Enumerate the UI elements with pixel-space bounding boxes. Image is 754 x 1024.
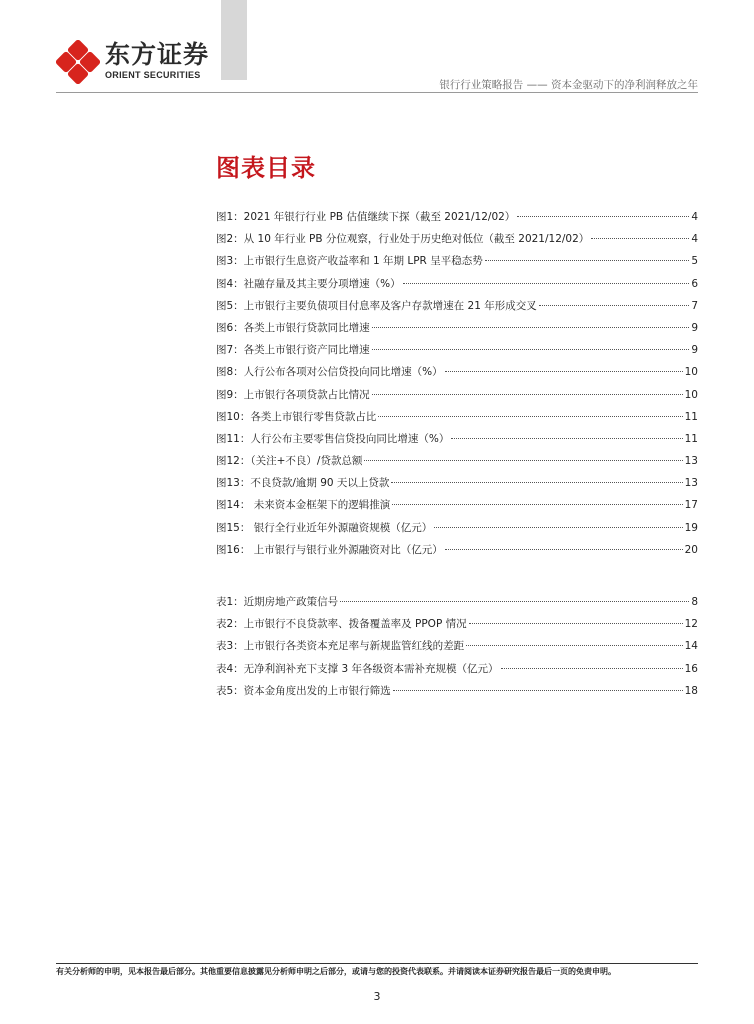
report-header-line: 银行行业策略报告 —— 资本金驱动下的净利润释放之年 (439, 79, 698, 91)
toc-table-entry-label: 表3：上市银行各类资本充足率与新规监管红线的差距 (216, 640, 465, 653)
dot-leader (393, 690, 683, 691)
figure-list (216, 209, 698, 564)
dot-leader (378, 416, 682, 417)
dot-leader (340, 601, 689, 602)
dot-leader (469, 623, 683, 624)
dot-leader (372, 394, 683, 395)
dot-leader (517, 216, 689, 217)
dot-leader (364, 460, 682, 461)
dot-leader (372, 349, 690, 350)
brand-logo (56, 40, 216, 84)
toc-figure-entry-label: 图14： 未来资本金框架下的逻辑推演 (216, 499, 391, 512)
toc-figure-entry[interactable] (216, 231, 698, 253)
toc-table-entry-label: 表5：资本金角度出发的上市银行筛选 (216, 684, 391, 697)
toc-table-entry-page: 16 (684, 662, 698, 675)
toc-figure-entry[interactable] (216, 431, 698, 453)
toc-table-entry-page: 8 (691, 596, 698, 608)
toc-figure-entry-label: 图2：从 10 年行业 PB 分位观察，行业处于历史绝对低位（截至 2021/12/02） (216, 233, 590, 246)
dot-leader (451, 438, 682, 439)
toc-figure-entry-page: 11 (684, 432, 698, 445)
header-gray-band (221, 0, 247, 80)
toc-figure-entry-label: 图10：各类上市银行零售贷款占比 (216, 410, 377, 423)
toc-figure-entry-label: 图12：（关注+不良）/贷款总额 (216, 455, 363, 468)
toc-figure-entry[interactable] (216, 453, 698, 475)
dot-leader (485, 260, 690, 261)
orient-logo-icon (56, 40, 100, 84)
toc-figure-entry[interactable] (216, 320, 698, 342)
toc-figure-entry-page: 19 (684, 521, 698, 534)
toc-table-entry-page: 12 (684, 618, 698, 631)
toc-figure-entry-label: 图8：人行公布各项对公信贷投向同比增速（%） (216, 366, 443, 379)
toc-figure-entry-label: 图1：2021 年银行行业 PB 估值继续下探（截至 2021/12/02） (216, 211, 516, 223)
toc-figure-entry[interactable] (216, 542, 698, 564)
dot-leader (445, 371, 683, 372)
toc-figure-entry[interactable] (216, 342, 698, 364)
brand-name-cn: 东方证券 (105, 40, 210, 69)
toc-table-entry-label: 表1：近期房地产政策信号 (216, 596, 339, 608)
toc-table-entry-page: 14 (684, 640, 698, 653)
toc-figure-entry-label: 图9：上市银行各项贷款占比情况 (216, 388, 370, 401)
toc-figure-entry-label: 图4：社融存量及其主要分项增速（%） (216, 277, 401, 290)
footer-disclaimer: 有关分析师的申明，见本报告最后部分。其他重要信息披露见分析师申明之后部分，或请与您的投资代表联系。并请阅读本证券研究报告最后一页的免责申明。 (56, 967, 616, 976)
dot-leader (372, 327, 690, 328)
toc-figure-entry[interactable] (216, 209, 698, 231)
dot-leader (466, 645, 682, 646)
toc-figure-entry-label: 图5：上市银行主要负债项目付息率及客户存款增速在 21 年形成交叉 (216, 299, 537, 312)
toc-figure-entry-label: 图13：不良贷款/逾期 90 天以上贷款 (216, 477, 390, 490)
toc-table-entry-label: 表4：无净利润补充下支撑 3 年各级资本需补充规模（亿元） (216, 662, 499, 675)
toc-figure-entry-page: 9 (691, 344, 698, 357)
toc-figure-entry-page: 10 (684, 366, 698, 379)
toc-figure-entry[interactable] (216, 520, 698, 542)
brand-name-en: ORIENT SECURITIES (105, 70, 201, 80)
toc-figure-entry-page: 10 (684, 388, 698, 401)
toc-figure-entry[interactable] (216, 364, 698, 386)
toc-table-entry[interactable] (216, 616, 698, 638)
toc-table-entry[interactable] (216, 683, 698, 705)
toc-figure-entry[interactable] (216, 497, 698, 519)
toc-figure-entry-page: 4 (691, 211, 698, 223)
dot-leader (591, 238, 689, 239)
footer-divider (56, 963, 698, 964)
toc-figure-entry-page: 9 (691, 321, 698, 334)
toc-figure-entry-page: 11 (684, 410, 698, 423)
dot-leader (391, 482, 682, 483)
toc-figure-entry-label: 图6：各类上市银行贷款同比增速 (216, 321, 370, 334)
toc-figure-entry-page: 17 (684, 499, 698, 512)
page-number: 3 (373, 990, 381, 1003)
dot-leader (539, 305, 690, 306)
dot-leader (403, 283, 690, 284)
toc-table-entry-label: 表2：上市银行不良贷款率、拨备覆盖率及 PPOP 情况 (216, 618, 467, 631)
toc-table-entry[interactable] (216, 638, 698, 660)
toc-figure-entry[interactable] (216, 387, 698, 409)
toc-figure-entry-label: 图3：上市银行生息资产收益率和 1 年期 LPR 呈平稳态势 (216, 255, 483, 268)
toc-figure-entry-page: 13 (684, 455, 698, 468)
toc-figure-entry[interactable] (216, 409, 698, 431)
toc-figure-entry-label: 图7：各类上市银行资产同比增速 (216, 344, 370, 357)
toc-figure-entry-page: 7 (691, 299, 698, 312)
toc-figure-entry-label: 图11：人行公布主要零售信贷投向同比增速（%） (216, 432, 450, 445)
dot-leader (392, 504, 682, 505)
dot-leader (445, 549, 683, 550)
page-title: 图表目录 (216, 154, 316, 182)
toc-table-entry[interactable] (216, 594, 698, 616)
toc-figure-entry[interactable] (216, 298, 698, 320)
dot-leader (501, 668, 683, 669)
toc-figure-entry-page: 4 (691, 233, 698, 246)
toc-figure-entry[interactable] (216, 276, 698, 298)
header-divider (56, 92, 698, 93)
toc-table-entry[interactable] (216, 661, 698, 683)
toc-figure-entry-label: 图16： 上市银行与银行业外源融资对比（亿元） (216, 543, 443, 556)
dot-leader (434, 527, 682, 528)
toc-table-entry-page: 18 (684, 684, 698, 697)
toc-figure-entry-page: 6 (691, 277, 698, 290)
toc-figure-entry-page: 13 (684, 477, 698, 490)
toc-figure-entry-page: 5 (691, 255, 698, 268)
toc-figure-entry[interactable] (216, 253, 698, 275)
toc-figure-entry-label: 图15： 银行全行业近年外源融资规模（亿元） (216, 521, 433, 534)
table-list (216, 594, 698, 705)
toc-figure-entry-page: 20 (684, 543, 698, 556)
toc-figure-entry[interactable] (216, 475, 698, 497)
